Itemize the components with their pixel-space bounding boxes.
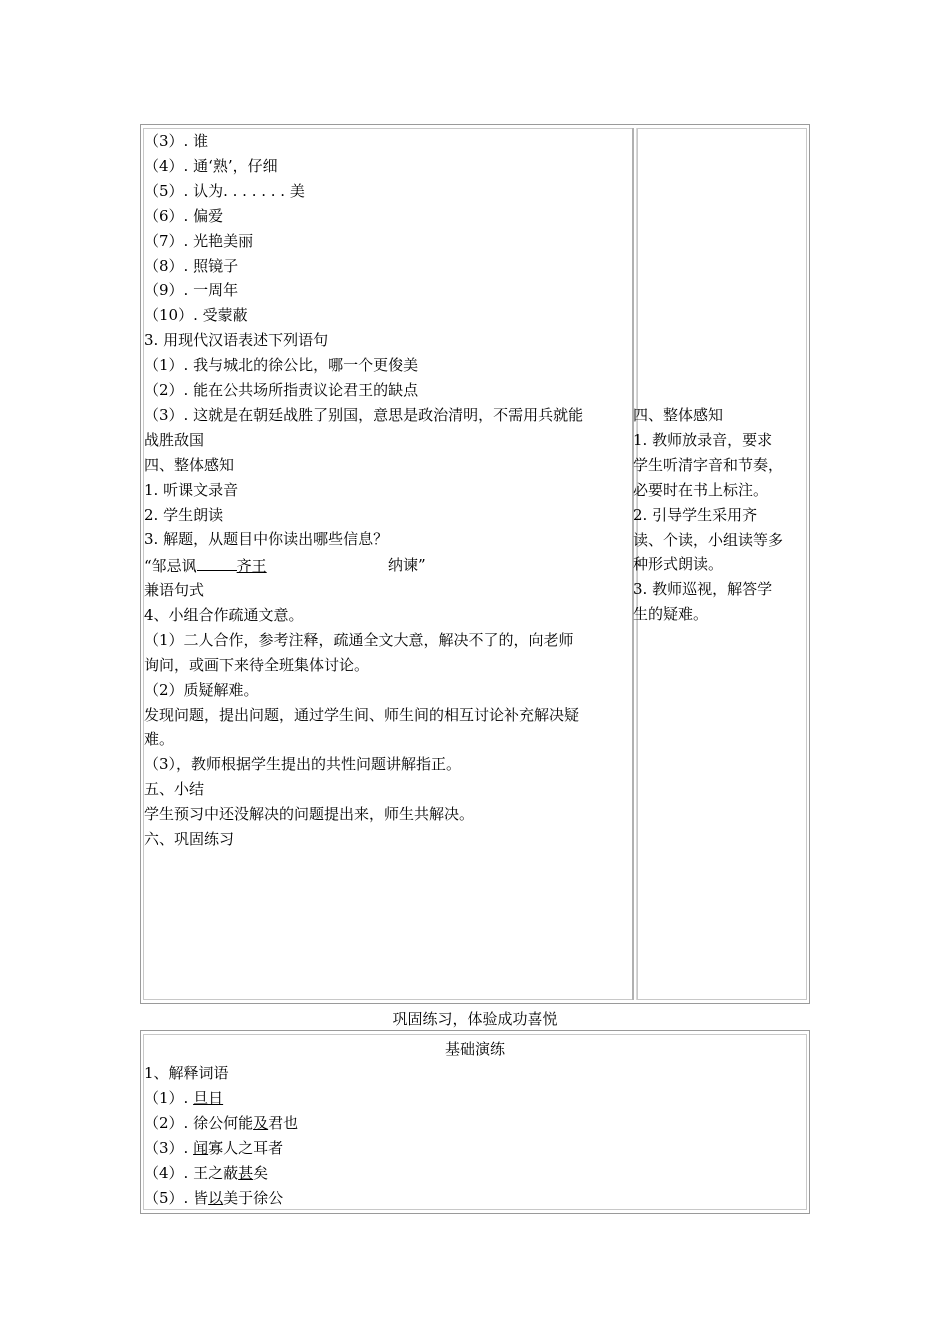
lesson-line: （4）. 通‘熟’，仔细 bbox=[144, 156, 278, 175]
teacher-line: 种形式朗读。 bbox=[633, 555, 724, 574]
teacher-line: 1. 教师放录音，要求 bbox=[633, 430, 773, 449]
teacher-line: 读、个读，小组读等多 bbox=[633, 530, 784, 549]
lesson-line: 兼语句式 bbox=[144, 581, 205, 599]
teacher-line: 必要时在书上标注。 bbox=[633, 480, 769, 499]
lesson-line: 2. 学生朗读 bbox=[144, 505, 224, 524]
exercise-item-text: 寡人之耳者 bbox=[208, 1138, 284, 1157]
teacher-line: 四、整体感知 bbox=[633, 406, 724, 424]
lesson-line: （9）. 一周年 bbox=[144, 281, 239, 300]
lesson-line: （2）. 能在公共场所指责议论君王的缺点 bbox=[144, 381, 419, 399]
lesson-line: 1. 听课文录音 bbox=[144, 480, 239, 499]
exercise-item-text: 美于徐公 bbox=[223, 1188, 284, 1207]
lesson-line: 战胜敌国 bbox=[144, 430, 205, 449]
lesson-line: 六、巩固练习 bbox=[144, 830, 235, 848]
lesson-line: （6）. 偏爱 bbox=[144, 206, 224, 225]
lesson-line: （1）二人合作，参考注释，疏通全文大意，解决不了的，向老师 bbox=[144, 630, 574, 649]
lesson-line: 难。 bbox=[144, 730, 175, 749]
underlined-word: 旦日 bbox=[193, 1089, 224, 1107]
underlined-word: 以 bbox=[208, 1188, 224, 1207]
lesson-line: （3）. 谁 bbox=[144, 132, 209, 150]
exercise-item-text: （1）. bbox=[144, 1089, 194, 1107]
lesson-line: （1）. 我与城北的徐公比，哪一个更俊美 bbox=[144, 356, 419, 375]
lesson-line: 3. 用现代汉语表述下列语句 bbox=[144, 331, 329, 350]
exercise-item bbox=[144, 1088, 223, 1108]
exercise-item-text: 矣 bbox=[253, 1163, 269, 1182]
exercise-item-text: （3）. bbox=[144, 1138, 194, 1157]
lesson-line: 3. 解题，从题目中你读出哪些信息？ bbox=[144, 530, 389, 549]
exercise-item bbox=[144, 1138, 283, 1158]
section-caption: 巩固练习，体验成功喜悦 bbox=[392, 1010, 558, 1028]
lesson-line: （7）. 光艳美丽 bbox=[144, 231, 254, 250]
title-part-3: 纳谏” bbox=[388, 556, 426, 574]
exercise-item-text: （5）. 皆 bbox=[144, 1188, 209, 1207]
exercise-item bbox=[144, 1188, 283, 1208]
exercise-item-text: 君也 bbox=[268, 1113, 299, 1132]
exercise-heading: 1、解释词语 bbox=[144, 1064, 229, 1082]
exercise-item-text: （2）. 徐公何能 bbox=[144, 1113, 254, 1132]
lesson-line: （3），教师根据学生提出的共性问题讲解指正。 bbox=[144, 755, 462, 774]
exercise-item bbox=[144, 1113, 298, 1133]
lesson-line: 发现问题，提出问题，通过学生间、师生间的相互讨论补充解决疑 bbox=[144, 705, 580, 724]
lesson-line: 五、小结 bbox=[144, 780, 205, 799]
teacher-line: 学生听清字音和节奏， bbox=[633, 455, 784, 474]
lesson-line: （8）. 照镜子 bbox=[144, 256, 239, 275]
lesson-line: （5）. 认为. . . . . . . 美 bbox=[144, 181, 305, 200]
blank-underline bbox=[197, 555, 237, 571]
teacher-line: 3. 教师巡视，解答学 bbox=[633, 580, 773, 599]
title-analysis-line bbox=[144, 555, 267, 575]
lesson-line: （10）. 受蒙蔽 bbox=[144, 306, 248, 325]
title-part-1: “邹忌讽 bbox=[144, 557, 197, 575]
exercise-item-text: （4）. 王之蔽 bbox=[144, 1163, 239, 1182]
lesson-line: 学生预习中还没解决的问题提出来，师生共解决。 bbox=[144, 805, 475, 824]
lesson-line: 询问，或画下来待全班集体讨论。 bbox=[144, 655, 370, 674]
lesson-line: （2）质疑解难。 bbox=[144, 680, 259, 699]
exercise-item bbox=[144, 1163, 268, 1183]
title-part-2: 齐王 bbox=[236, 557, 267, 575]
lesson-line: 四、整体感知 bbox=[144, 455, 235, 474]
underlined-word: 及 bbox=[253, 1113, 269, 1132]
teacher-line: 生的疑难。 bbox=[633, 605, 709, 624]
exercise-header: 基础演练 bbox=[444, 1040, 505, 1058]
teacher-line: 2. 引导学生采用齐 bbox=[633, 505, 758, 524]
lesson-line: 4、小组合作疏通文意。 bbox=[144, 605, 304, 624]
underlined-word: 闻 bbox=[193, 1138, 209, 1157]
lesson-line: （3）. 这就是在朝廷战胜了别国，意思是政治清明，不需用兵就能 bbox=[144, 405, 584, 424]
underlined-word: 甚 bbox=[238, 1163, 254, 1182]
